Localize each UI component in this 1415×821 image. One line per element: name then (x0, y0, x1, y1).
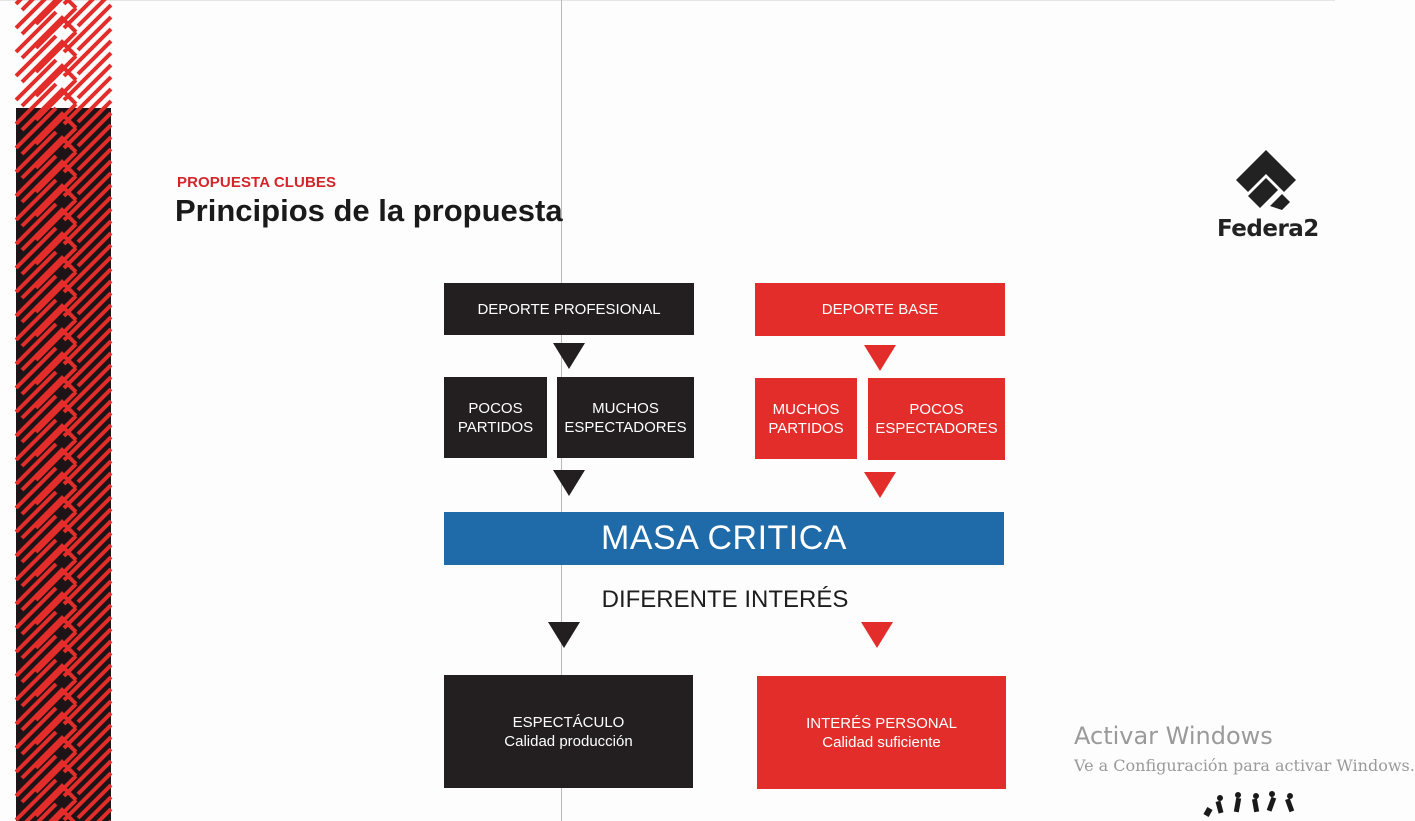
deporte-base-box (755, 283, 1005, 336)
box-line: POCOS (468, 399, 523, 417)
arrow-down-icon (553, 470, 585, 496)
box-line: MUCHOS (772, 400, 840, 418)
deporte-profesional-label: DEPORTE PROFESIONAL (477, 300, 661, 318)
masa-critica-label: MASA CRITICA (601, 519, 847, 557)
interes-personal-box (757, 676, 1006, 789)
pocos-partidos-box (444, 377, 547, 458)
box-line: ESPECTADORES (875, 420, 998, 437)
activation-watermark-subtitle: Ve a Configuración para activar Windows. (1074, 756, 1415, 775)
players-silhouette-icon (1180, 790, 1315, 821)
arrow-down-icon (548, 622, 580, 648)
box-line: Calidad suficiente (822, 733, 941, 751)
pocos-espectadores-box (868, 378, 1005, 460)
activation-watermark-title: Activar Windows (1074, 722, 1273, 750)
box-line: ESPECTADORES (564, 418, 687, 436)
arrow-down-icon (864, 345, 896, 371)
arrow-down-icon (861, 622, 893, 648)
box-line: MUCHOS (592, 399, 659, 417)
federa2-logo (1214, 148, 1319, 248)
espectaculo-box (444, 675, 693, 788)
arrow-down-icon (553, 343, 585, 369)
box-line: PARTIDOS (768, 419, 844, 437)
page-title: Principios de la propuesta (175, 193, 563, 228)
diferente-interes-label: DIFERENTE INTERÉS (601, 586, 849, 613)
decorative-maze-pattern (16, 108, 111, 821)
logo-text: Federa2 (1217, 216, 1319, 242)
box-line: POCOS (909, 401, 964, 418)
top-rule (0, 0, 1335, 1)
box-line: INTERÉS PERSONAL (806, 714, 957, 732)
federa2-logo-icon (1234, 150, 1298, 210)
muchos-espectadores-box (557, 377, 694, 458)
box-line: ESPECTÁCULO (512, 713, 625, 731)
masa-critica-banner (444, 512, 1004, 565)
deporte-profesional-box (444, 283, 694, 335)
box-line: Calidad producción (504, 732, 633, 750)
deporte-base-label: DEPORTE BASE (821, 301, 939, 318)
section-kicker: PROPUESTA CLUBES (177, 174, 337, 191)
box-line: PARTIDOS (457, 418, 534, 436)
muchos-partidos-box (755, 378, 857, 459)
arrow-down-icon (864, 472, 896, 498)
